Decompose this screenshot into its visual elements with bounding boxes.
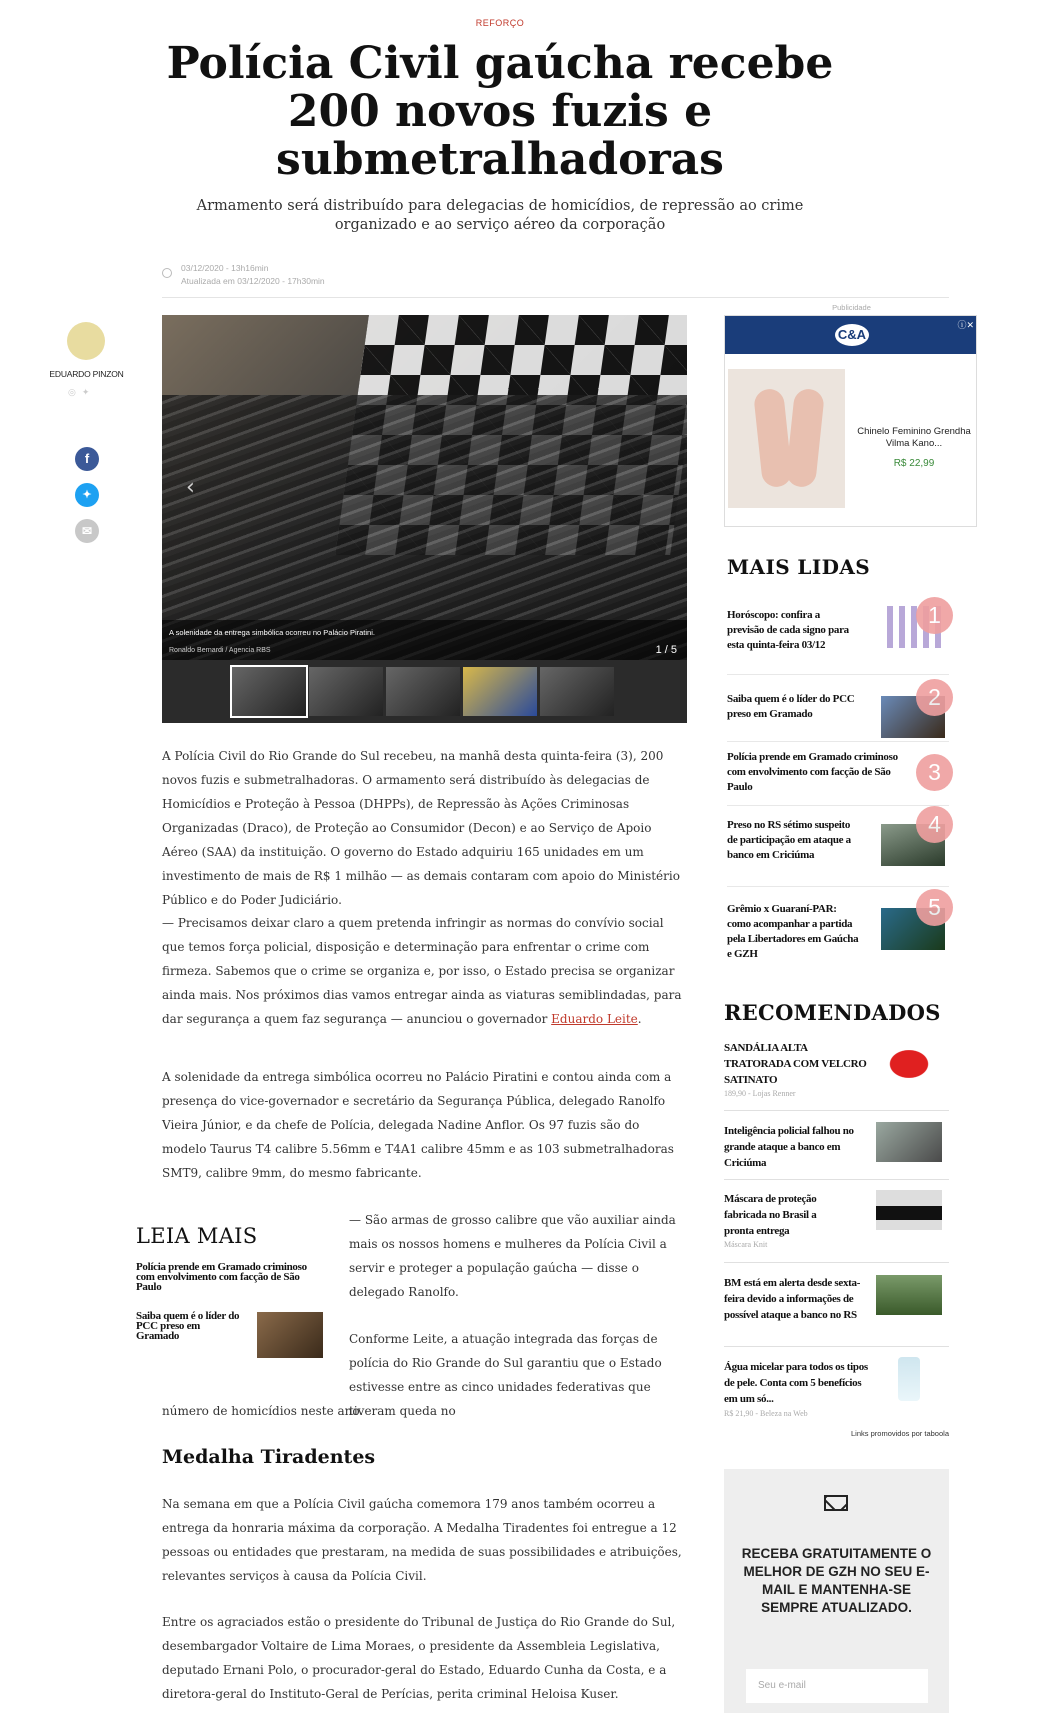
instagram-icon[interactable]: ◎: [68, 388, 82, 398]
recomendado-item[interactable]: Água micelar para todos os tipos de pele. Conta com 5 benefícios em um só...: [724, 1361, 868, 1405]
separator: [724, 1110, 949, 1111]
leia-mais-item[interactable]: Saiba quem é o líder do PCC preso em Gramado: [136, 1310, 240, 1342]
gallery-thumbnail[interactable]: [232, 667, 306, 716]
clock-icon: [162, 268, 172, 278]
recomendado-source: Máscara Knit: [724, 1240, 768, 1249]
leia-mais-title: LEIA MAIS: [136, 1224, 258, 1248]
recomendado-thumbnail[interactable]: [898, 1357, 920, 1401]
rank-number: 5: [916, 889, 953, 926]
separator: [724, 1179, 949, 1180]
paragraph: Na semana em que a Polícia Civil gaúcha comemora 179 anos também ocorreu a entrega da honraria máxima da corporação. A Medalha Tiradentes foi entregue a 12 pessoas ou entidades que prestaram, na medida de suas possibilidades e atribuições, relevantes serviços à causa da Polícia Civil.: [162, 1497, 682, 1583]
recomendado-thumbnail[interactable]: [876, 1040, 942, 1080]
recomendado-item[interactable]: SANDÁLIA ALTA TRATORADA COM VELCRO SATINATO: [724, 1042, 867, 1086]
gallery-thumbnails: [232, 667, 614, 716]
updated-date: Atualizada em 03/12/2020 - 17h30min: [181, 276, 325, 286]
quote-end: .: [637, 1012, 642, 1026]
ad-label: Publicidade: [832, 303, 871, 312]
paragraph: — São armas de grosso calibre que vão auxiliar ainda mais os nossos homens e mulheres da Polícia Civil a servir e proteger a população gaúcha — disse o delegado Ranolfo.: [349, 1213, 676, 1299]
subtitle: Armamento será distribuído para delegacias de homicídios, de repressão ao crime organizado e ao serviço aéreo da corporação: [196, 198, 804, 233]
leia-mais-item[interactable]: Polícia prende em Gramado criminoso com envolvimento com facção de São Paulo: [136, 1261, 307, 1293]
sandal-right-shape: [785, 388, 825, 489]
brand-logo: C&A: [835, 324, 869, 346]
gallery-counter: 1 / 5: [655, 644, 677, 656]
email-input[interactable]: Seu e-mail: [746, 1669, 928, 1703]
newsletter-box: [724, 1469, 949, 1713]
ad-price: R$ 22,99: [893, 458, 935, 469]
mais-lidas-title: MAIS LIDAS: [727, 555, 871, 579]
headline: [150, 40, 850, 184]
gallery-thumbnail[interactable]: [463, 667, 537, 716]
ad-unit[interactable]: [724, 315, 977, 527]
published-date: 03/12/2020 - 13h16min: [181, 263, 269, 273]
article-dates: [181, 262, 325, 288]
paragraph: A solenidade da entrega simbólica ocorreu no Palácio Piratini e contou ainda com a presença do vice-governador e secretário da Segurança Pública, delegado Ranolfo Vieira Júnior, e da chefe de Polícia, delegada Nadine Anflor. Os 97 fuzis são do modelo Taurus T4 calibre 5.56mm e T4A1 calibre 45mm e as 103 submetralhadoras SMT9, calibre 9mm, do mesmo fabricante.: [162, 1070, 674, 1180]
rank-number: 2: [916, 679, 953, 716]
facebook-icon: f: [84, 451, 90, 466]
ad-product-title: Chinelo Feminino Grendha Vilma Kano...: [857, 426, 971, 449]
gallery-thumbnail[interactable]: [309, 667, 383, 716]
gallery-prev-arrow-icon[interactable]: ‹: [186, 475, 195, 500]
headline-line-2: 200 novos fuzis e: [287, 86, 713, 137]
facebook-share-button[interactable]: [75, 447, 99, 471]
mais-lidas-item[interactable]: Polícia prende em Gramado criminoso com envolvimento com facção de São Paulo: [727, 751, 898, 793]
section-heading: Medalha Tiradentes: [162, 1446, 376, 1468]
envelope-icon: [824, 1495, 848, 1511]
twitter-share-button[interactable]: [75, 483, 99, 507]
sandal-image: [728, 369, 845, 508]
separator: [727, 805, 949, 806]
gallery-thumbnail[interactable]: [540, 667, 614, 716]
paragraph-continuation: número de homicídios neste ano.: [162, 1404, 364, 1418]
mais-lidas-item[interactable]: Saiba quem é o líder do PCC preso em Gramado: [727, 693, 855, 720]
paragraph: Conforme Leite, a atuação integrada das forças de polícia do Rio Grande do Sul garantiu que o Estado estivesse entre as cinco unidades federativas que tiveram queda no: [349, 1332, 662, 1418]
paragraph: Entre os agraciados estão o presidente do Tribunal de Justiça do Rio Grande do Sul, desembargador Voltaire de Lima Moraes, o presidente da Assembleia Legislativa, deputado Ernani Polo, o procurador-geral do Estado, Eduardo Cunha da Costa, e a diretora-geral do Instituto-Geral de Perícias, perita criminal Heloisa Kuser.: [162, 1615, 676, 1701]
caption-bar: [162, 620, 687, 660]
twitter-icon[interactable]: ✦: [81, 388, 96, 398]
recomendado-source: R$ 21,90 - Beleza na Web: [724, 1409, 808, 1418]
envelope-icon: ✉: [81, 524, 93, 538]
mais-lidas-item[interactable]: Preso no RS sétimo suspeito de participação em ataque a banco em Criciúma: [727, 819, 851, 861]
recomendado-thumbnail[interactable]: [876, 1275, 942, 1315]
recomendado-source: 189,90 - Lojas Renner: [724, 1089, 796, 1098]
taboola-credit[interactable]: Links promovidos por taboola: [851, 1429, 949, 1438]
separator: [727, 674, 949, 675]
author-avatar[interactable]: [67, 322, 105, 360]
paragraph: A Polícia Civil do Rio Grande do Sul recebeu, na manhã desta quinta-feira (3), 200 novos fuzis e submetralhadoras. O armamento será distribuído às delegacias de Homicídios e Proteção à Pessoa (DHPPs), de Repressão às Ações Criminosas Organizadas (Draco), de Proteção ao Consumidor (Decon) e ao Serviço de Apoio Aéreo (SAA) da instituição. O governo do Estado adquiriu 165 unidades em um investimento de mais de R$ 1 milhão — as demais contaram com apoio do Ministério Público e do Poder Judiciário.: [162, 749, 680, 907]
paragraph: [162, 911, 687, 1031]
headline-line-3: submetralhadoras: [276, 134, 724, 185]
newsletter-text: RECEBA GRATUITAMENTE O MELHOR DE GZH NO SEU E-MAIL E MANTENHA-SE SEMPRE ATUALIZADO.: [741, 1546, 932, 1615]
recomendado-item[interactable]: Máscara de proteção fabricada no Brasil a pronta entrega: [724, 1193, 817, 1237]
mais-lidas-item[interactable]: Horóscopo: confira a previsão de cada signo para esta quinta-feira 03/12: [727, 609, 849, 651]
twitter-bird-icon: ✦: [82, 489, 92, 501]
recomendado-item[interactable]: Inteligência policial falhou no grande ataque a banco em Criciúma: [724, 1125, 854, 1169]
kicker: REFORÇO: [475, 18, 525, 28]
leia-mais-thumbnail[interactable]: [257, 1312, 323, 1358]
rank-number: 4: [916, 806, 953, 843]
author-social-links: [68, 388, 95, 398]
gallery-caption: A solenidade da entrega simbólica ocorreu no Palácio Piratini.: [169, 628, 375, 637]
quote-text: — Precisamos deixar claro a quem pretenda infringir as normas do convívio social que temos força policial, disposição e determinação para enfrentar o crime com firmeza. Sabemos que o crime se organiza e, por isso, o Estado precisa se organizar ainda mais. Nos próximos dias vamos entregar ainda as viaturas semiblindadas, para dar segurança a quem faz segurança — anunciou o governador: [162, 916, 682, 1026]
rank-number: 1: [916, 597, 953, 634]
ad-close-icon[interactable]: ⓘ✕: [957, 321, 974, 331]
mais-lidas-item[interactable]: Grêmio x Guaraní-PAR: como acompanhar a partida pela Libertadores em Gaúcha e GZH: [727, 903, 859, 960]
email-share-button[interactable]: [75, 519, 99, 543]
gallery-thumbnail[interactable]: [386, 667, 460, 716]
rank-number: 3: [916, 754, 953, 791]
author-name[interactable]: EDUARDO PINZON: [49, 369, 124, 379]
gallery-credit: Ronaldo Bernardi / Agencia RBS: [169, 647, 271, 654]
photo-gallery[interactable]: [162, 315, 687, 723]
separator: [724, 1346, 949, 1347]
recomendado-thumbnail[interactable]: [876, 1122, 942, 1162]
separator: [727, 741, 949, 742]
recomendado-thumbnail[interactable]: [876, 1190, 942, 1230]
separator: [727, 886, 949, 887]
gallery-photo: [162, 315, 687, 660]
recomendado-item[interactable]: BM está em alerta desde sexta-feira devido a informações de possível ataque a banco no RS: [724, 1277, 861, 1321]
header-divider: [162, 297, 949, 298]
governor-link[interactable]: Eduardo Leite: [551, 1012, 638, 1026]
headline-line-1: Polícia Civil gaúcha recebe: [166, 38, 834, 89]
separator: [724, 1262, 949, 1263]
recomendados-title: RECOMENDADOS: [724, 1000, 941, 1025]
